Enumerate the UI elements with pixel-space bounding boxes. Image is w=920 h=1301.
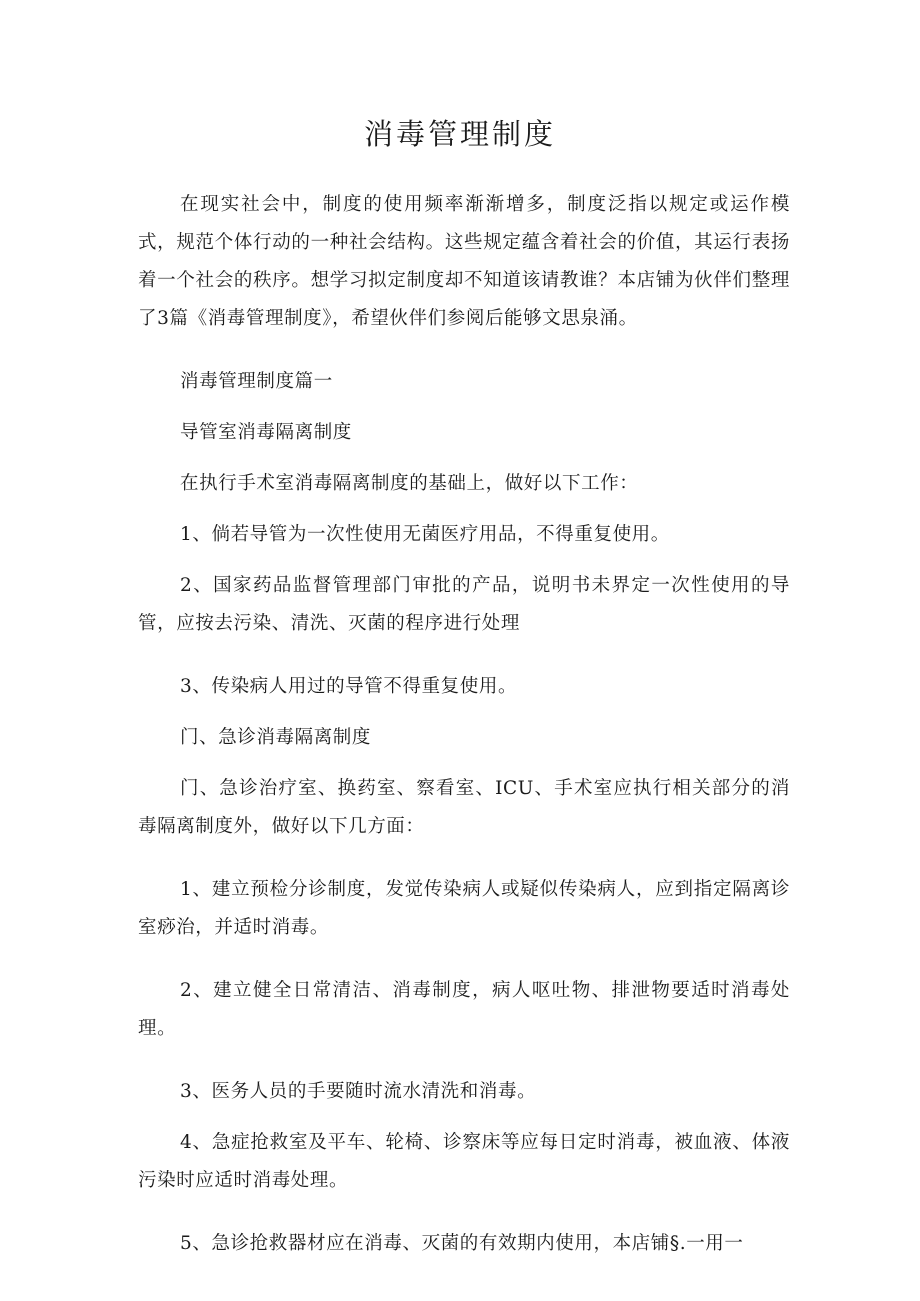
list-item: 3、传染病人用过的导管不得重复使用。 bbox=[180, 676, 518, 697]
document-body bbox=[138, 186, 790, 1288]
list-item: 5、急诊抢救器材应在消毒、灭菌的有效期内使用，本店铺§.一用一 bbox=[180, 1233, 744, 1254]
paragraph: 在执行手术室消毒隔离制度的基础上，做好以下工作： bbox=[180, 473, 639, 494]
list-item: 1、建立预检分诊制度，发觉传染病人或疑似传染病人，应到指定隔离诊室痧治，并适时消毒。 bbox=[138, 879, 790, 938]
paragraph: 门、急诊治疗室、换药室、察看室、ICU、手术室应执行相关部分的消毒隔离制度外，做好以下几方面： bbox=[138, 778, 790, 837]
intro-paragraph: 在现实社会中，制度的使用频率渐渐增多，制度泛指以规定或运作模式，规范个体行动的一种社会结构。这些规定蕴含着社会的价值，其运行表扬着一个社会的秩序。想学习拟定制度却不知道该请教谁？本店铺为伙伴们整理了3篇《消毒管理制度》，希望伙伴们参阅后能够文思泉涌。 bbox=[138, 194, 790, 329]
subsection-heading: 门、急诊消毒隔离制度 bbox=[180, 727, 372, 748]
list-item: 3、医务人员的手要随时流水清洗和消毒。 bbox=[180, 1081, 537, 1102]
list-item: 2、国家药品监督管理部门审批的产品，说明书未界定一次性使用的导管，应按去污染、清洗、灭菌的程序进行处理 bbox=[138, 575, 790, 634]
subsection-heading: 导管室消毒隔离制度 bbox=[180, 422, 352, 443]
list-item: 1、倘若导管为一次性使用无菌医疗用品，不得重复使用。 bbox=[180, 524, 670, 545]
list-item: 4、急症抢救室及平车、轮椅、诊察床等应每日定时消毒，被血液、体液污染时应适时消毒处理。 bbox=[138, 1132, 790, 1191]
list-item: 2、建立健全日常清洁、消毒制度，病人呕吐物、排泄物要适时消毒处理。 bbox=[138, 980, 790, 1039]
section-heading: 消毒管理制度篇一 bbox=[180, 371, 333, 392]
document-title: 消毒管理制度 bbox=[363, 117, 556, 151]
